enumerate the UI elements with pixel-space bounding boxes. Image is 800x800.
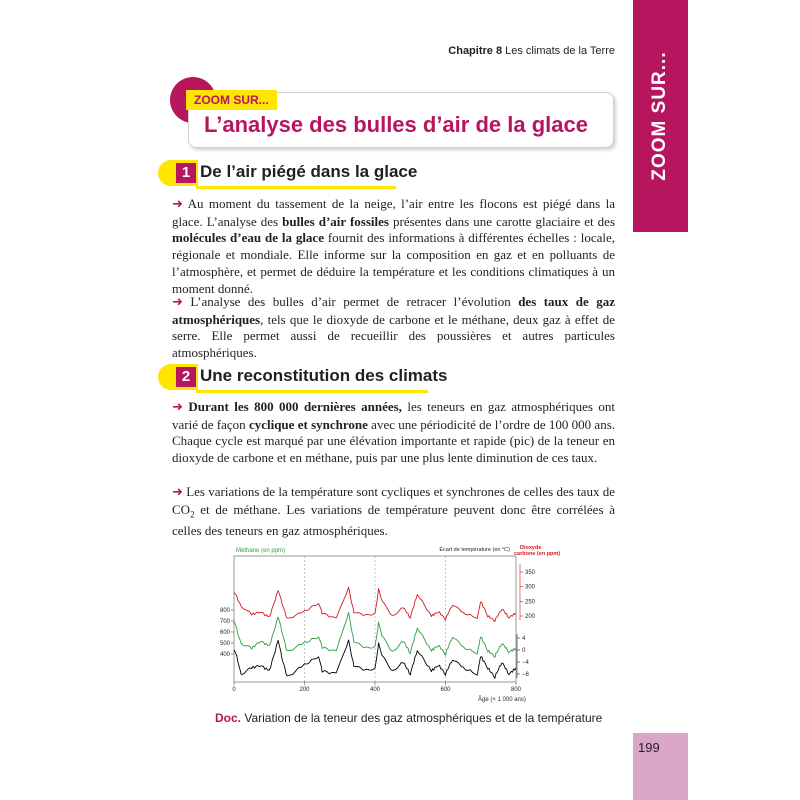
section-1-title: De l’air piégé dans la glace bbox=[200, 162, 418, 181]
left-tick-label: 700 bbox=[219, 619, 230, 625]
climate-chart bbox=[214, 542, 561, 707]
section-1-paragraph-1: ➜ Au moment du tassement de la neige, l’air entre les flocons est piégé dans la glace. L’analyse des bulles d’air fossiles présentes dans une carotte glaciaire et des molécules d’eau de la glace fournit des informations à différentes échelles : locale, régionale et mondiale. Elle informe sur la composition en gaz et en polluants de l’atmosphère, et permet de déduire la température et les conditions climatiques à un moment donné. bbox=[172, 196, 616, 296]
x-tick-label: 0 bbox=[232, 687, 236, 693]
arrow-icon: ➜ bbox=[172, 197, 183, 212]
co2-axis-label-line2: carbone (en ppm) bbox=[514, 551, 561, 557]
section-2-heading bbox=[158, 364, 448, 390]
temperature-tick-label: 0 bbox=[522, 648, 526, 654]
left-tick-label: 800 bbox=[219, 608, 230, 614]
x-tick-label: 600 bbox=[440, 687, 451, 693]
running-head bbox=[380, 45, 615, 57]
temperature-tick-label: −4 bbox=[522, 660, 529, 666]
section-1-number: 1 bbox=[176, 163, 196, 183]
zoom-label: ZOOM SUR... bbox=[186, 90, 277, 110]
section-1-paragraph-2: ➜ L’analyse des bulles d’air permet de retracer l’évolution des taux de gaz atmosphériques, tels que le dioxyde de carbone et le méthane, deux gaz à effet de serre. Elle permet aussi de recueillir des poussières et autres particules atmosphériques. bbox=[172, 294, 615, 361]
section-2-underline bbox=[196, 390, 428, 393]
page-number: 199 bbox=[638, 740, 660, 755]
side-tab-label: ZOOM SUR... bbox=[649, 51, 670, 181]
running-head-chapter: Chapitre 8 bbox=[448, 45, 503, 57]
left-axis-label: Méthane (en ppm) bbox=[236, 548, 286, 554]
section-2-paragraph-1: ➜ Durant les 800 000 dernières années, les teneurs en gaz atmosphériques ont varié de façon cyclique et synchrone avec une périodicité de l’ordre de 100 000 ans. Chaque cycle est marqué par une élévation importante et rapide (pic) de la teneur en dioxyde de carbone et en méthane, puis par une plus lente diminution de ces taux. bbox=[172, 399, 616, 466]
section-2-title: Une reconstitution des climats bbox=[200, 366, 448, 385]
x-axis-label: Âge (× 1 000 ans) bbox=[478, 697, 526, 703]
section-1-heading bbox=[158, 160, 418, 186]
co2-axis-label-line1: Dioxyde bbox=[520, 545, 542, 551]
section-2-paragraph-2: ➜ Les variations de la température sont cycliques et synchrones de celles des taux de $CO_2$ et de méthane. Les variations de température peuvent donc être corrélées à celles des teneurs en gaz atmosphériques. bbox=[172, 484, 615, 538]
co2-tick-label: 300 bbox=[525, 584, 536, 591]
x-tick-label: 400 bbox=[369, 687, 381, 693]
running-head-title: Les climats de la Terre bbox=[505, 45, 615, 57]
figure-caption bbox=[215, 711, 602, 725]
co2-tick-label: 200 bbox=[525, 614, 536, 620]
temperature-tick-label: −8 bbox=[522, 672, 529, 678]
caption-text: Variation de la teneur des gaz atmosphériques et de la température bbox=[244, 711, 603, 725]
left-tick-label: 400 bbox=[219, 652, 230, 658]
co2-tick-label: 250 bbox=[525, 599, 536, 606]
left-tick-label: 600 bbox=[219, 630, 230, 636]
x-tick-label: 800 bbox=[510, 687, 522, 693]
temperature-tick-label: 4 bbox=[522, 636, 526, 642]
caption-doc-label: Doc. bbox=[215, 711, 242, 725]
section-2-number: 2 bbox=[176, 367, 196, 387]
page-title: L’analyse des bulles d’air de la glace bbox=[204, 112, 588, 137]
co2-tick-label: 350 bbox=[525, 570, 536, 576]
arrow-icon: ➜ bbox=[172, 485, 183, 500]
arrow-icon: ➜ bbox=[172, 400, 183, 415]
temperature-axis-label: Écart de température (en °C) bbox=[439, 547, 510, 553]
x-tick-label: 200 bbox=[299, 687, 310, 693]
section-1-underline bbox=[196, 186, 396, 189]
arrow-icon: ➜ bbox=[172, 295, 183, 310]
left-tick-label: 500 bbox=[219, 641, 230, 647]
